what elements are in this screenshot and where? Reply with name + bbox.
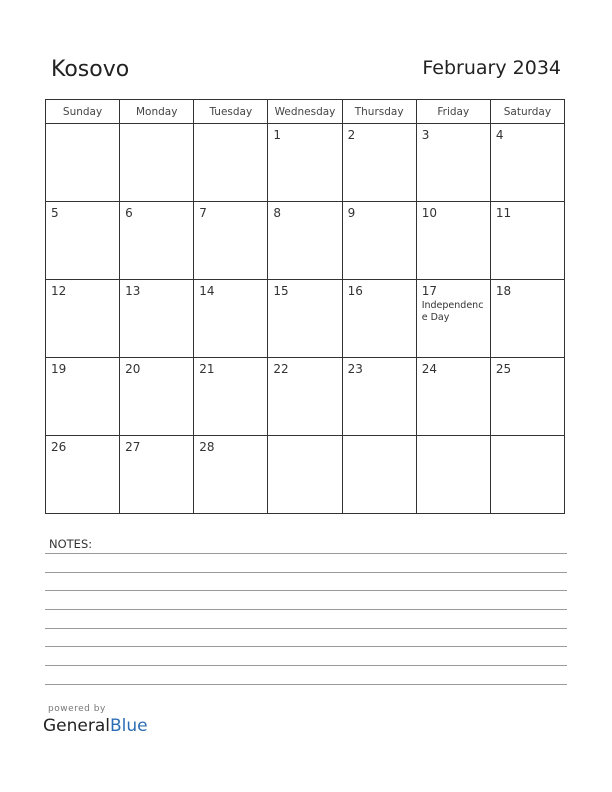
day-cell: [490, 436, 564, 514]
day-cell: [416, 202, 490, 280]
day-cell: [120, 280, 194, 358]
day-cell: [416, 280, 490, 358]
day-number: 22: [273, 362, 289, 376]
day-cell: [490, 358, 564, 436]
day-number: [343, 436, 416, 440]
week-row: [46, 436, 565, 514]
day-number: [491, 436, 564, 440]
day-cell: [342, 358, 416, 436]
day-number: [46, 124, 119, 128]
day-cell: [120, 358, 194, 436]
day-number: 7: [199, 206, 207, 220]
weekday-header: Tuesday: [194, 100, 268, 124]
weekday-header: Monday: [120, 100, 194, 124]
day-cell: [194, 436, 268, 514]
day-cell: [46, 436, 120, 514]
day-cell: [194, 358, 268, 436]
day-number: 25: [495, 362, 512, 376]
day-cell: [46, 124, 120, 202]
day-number: 11: [495, 206, 512, 220]
holiday-label: Independence Day: [421, 300, 484, 323]
day-cell: [342, 202, 416, 280]
day-number: 19: [51, 362, 67, 376]
day-number: 9: [347, 206, 356, 220]
day-number: 2: [347, 128, 356, 142]
day-number: 5: [51, 206, 59, 220]
day-cell: [268, 358, 342, 436]
day-cell: [490, 124, 564, 202]
day-number: 12: [51, 284, 67, 298]
day-cell: [416, 436, 490, 514]
day-number: 8: [273, 206, 282, 220]
day-cell: [342, 124, 416, 202]
day-cell: [268, 124, 342, 202]
day-cell: [46, 358, 120, 436]
week-row: [46, 358, 565, 436]
notes-line: [45, 646, 567, 647]
weekday-header: Wednesday: [268, 100, 342, 124]
day-cell: [416, 358, 490, 436]
brand-blue: Blue: [110, 716, 148, 736]
day-cell: [268, 436, 342, 514]
day-cell: [120, 202, 194, 280]
notes-line: [45, 609, 567, 610]
notes-line: [45, 684, 567, 685]
day-number: 21: [199, 362, 215, 376]
weekday-header: Friday: [416, 100, 490, 124]
powered-by-text: powered by: [48, 704, 106, 714]
notes-line: [45, 572, 567, 573]
day-number: 16: [347, 284, 363, 298]
day-number: 23: [347, 362, 363, 376]
day-cell: [268, 280, 342, 358]
day-number: [417, 436, 490, 440]
weekday-header: Saturday: [490, 100, 564, 124]
notes-line: [45, 553, 567, 554]
day-number: 28: [199, 440, 215, 454]
day-number: 14: [199, 284, 215, 298]
day-number: 27: [125, 440, 141, 454]
country-title: Kosovo: [51, 57, 130, 82]
calendar-grid: [45, 99, 565, 514]
brand-general: General: [43, 716, 110, 736]
day-number: 18: [495, 284, 512, 298]
day-number: 3: [421, 128, 430, 142]
day-cell: [194, 124, 268, 202]
notes-line: [45, 628, 567, 629]
week-row: [46, 202, 565, 280]
day-number: 24: [421, 362, 437, 376]
day-number: 20: [125, 362, 141, 376]
weekday-header-row: [46, 100, 565, 124]
day-number: 17: [421, 284, 437, 298]
generalblue-logo: [43, 716, 148, 736]
day-cell: [194, 280, 268, 358]
month-year-title: February 2034: [422, 57, 561, 79]
day-cell: [120, 124, 194, 202]
day-number: 1: [273, 128, 282, 142]
day-cell: [46, 280, 120, 358]
day-number: 4: [495, 128, 504, 142]
day-cell: [120, 436, 194, 514]
weekday-header: Thursday: [342, 100, 416, 124]
day-number: 26: [51, 440, 67, 454]
day-cell: [342, 436, 416, 514]
day-number: [194, 124, 267, 128]
day-number: 13: [125, 284, 141, 298]
week-row: [46, 124, 565, 202]
notes-line: [45, 665, 567, 666]
day-cell: [46, 202, 120, 280]
day-cell: [342, 280, 416, 358]
day-cell: [490, 202, 564, 280]
day-cell: [268, 202, 342, 280]
notes-label: NOTES:: [49, 537, 93, 551]
day-cell: [416, 124, 490, 202]
notes-line: [45, 590, 567, 591]
day-number: 15: [273, 284, 289, 298]
day-number: [120, 124, 193, 128]
day-cell: [490, 280, 564, 358]
week-row: [46, 280, 565, 358]
day-cell: [194, 202, 268, 280]
day-number: 6: [125, 206, 133, 220]
day-number: [268, 436, 341, 440]
day-number: 10: [421, 206, 437, 220]
weekday-header: Sunday: [46, 100, 120, 124]
